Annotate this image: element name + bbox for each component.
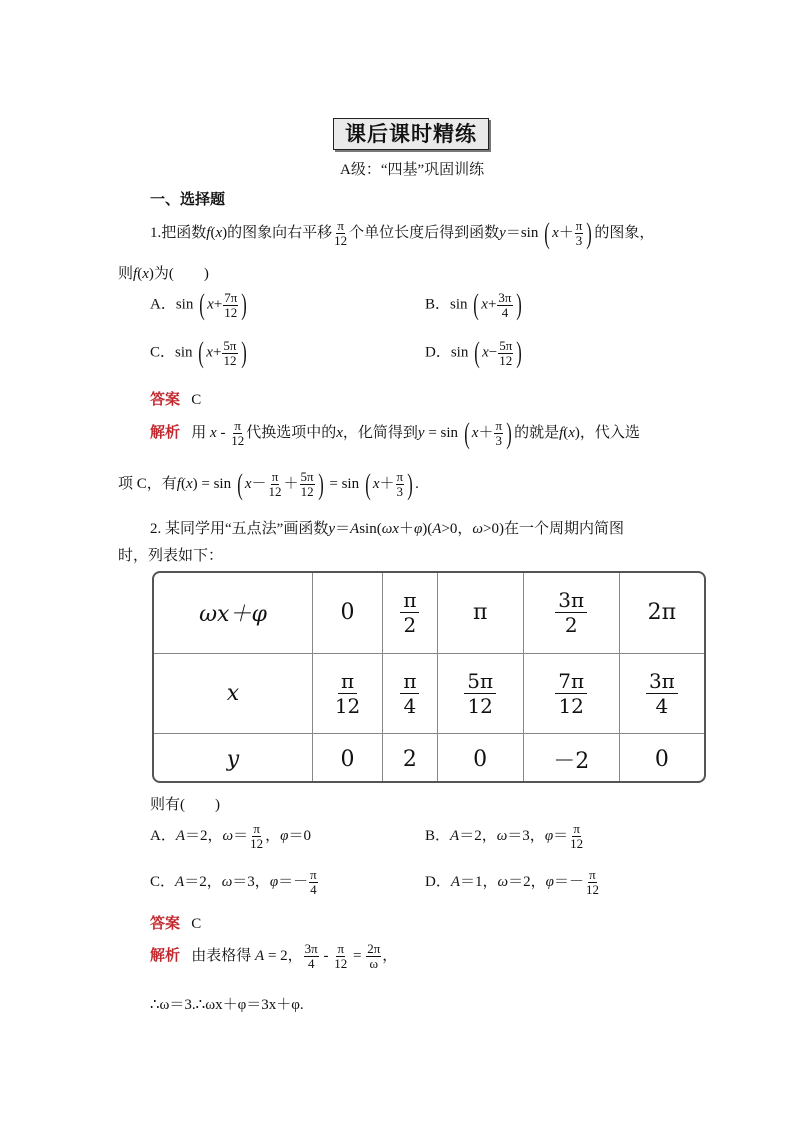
section-heading: 一、选择题 — [150, 192, 226, 208]
table-cell: $\frac{\pi}{2}$ — [383, 573, 438, 653]
table-cell: 0 — [619, 733, 704, 783]
row-header: ωx＋φ — [154, 573, 313, 653]
q1-answer: 答案 C — [150, 392, 202, 408]
table-cell: $\frac{5\pi}{12}$ — [437, 653, 523, 733]
level-subtitle: A级：“四基”巩固训练 — [340, 162, 485, 178]
q1-analysis: 解析 用 x - $\frac{\pi}{12}$ 代换选项中的x，化简得到y = sin ( x＋ $\frac{\pi}{3}$ ) 的就是f(x)，代入选 — [150, 416, 640, 450]
table-cell: $\frac{7\pi}{12}$ — [523, 653, 619, 733]
q2-stem: 2. 某同学用“五点法”画函数y＝Asin(ωx＋φ)(A>0，ω>0)在一个周期内简图 — [150, 521, 624, 537]
q2-answer: 答案 C — [150, 916, 202, 932]
table-cell: 2π — [619, 573, 704, 653]
q2-option-b[interactable]: B．A＝2，ω＝3，φ＝ $\frac{\pi}{12}$ — [425, 821, 584, 851]
row-header: x — [154, 653, 313, 733]
q2-option-d[interactable]: D．A＝1，ω＝2，φ＝－ $\frac{\pi}{12}$ — [425, 867, 599, 897]
row-header: y — [154, 733, 313, 783]
q2-question: 则有( ) — [150, 797, 220, 813]
q1-analysis-line2: 项 C，有f(x) = sin ( x－ $\frac{\pi}{12}$ ＋ $\frac{5\pi}{12}$ ) = sin ( x＋ $\frac{\pi}{3}$ ) . — [118, 467, 419, 501]
q1-option-d[interactable]: D．sin ( x− $\frac{5\pi}{12}$ ) — [425, 336, 523, 369]
q2-analysis: 解析 由表格得 A = 2， $\frac{3\pi}{4}$ - $\frac{\pi}{12}$ = $\frac{2\pi}{\omega}$ ， — [150, 941, 398, 972]
table-cell: $\frac{\pi}{4}$ — [383, 653, 438, 733]
table-cell: 2 — [383, 733, 438, 783]
q2-stem-line2: 时，列表如下： — [118, 548, 224, 564]
q1-option-c[interactable]: C．sin ( x+ $\frac{5\pi}{12}$ ) — [150, 336, 247, 369]
five-point-table — [152, 571, 706, 783]
table-cell: π — [437, 573, 523, 653]
q2-option-c[interactable]: C．A＝2，ω＝3，φ＝－ $\frac{\pi}{4}$ — [150, 867, 317, 897]
table-cell: －2 — [523, 733, 619, 783]
page-title: 课后课时精练 — [333, 118, 489, 150]
q2-final: ∴ω＝3.∴ωx＋φ＝3x＋φ. — [150, 997, 304, 1013]
q1-stem: 1.把函数f(x)的图象向右平移 $\frac{\pi}{12}$ 个单位长度后得到函数y＝sin ( x＋ $\frac{\pi}{3}$ ) 的图象， — [150, 216, 655, 250]
q1-stem-line2: 则f(x)为( ) — [118, 266, 209, 282]
q2-option-a[interactable]: A．A＝2，ω＝ $\frac{\pi}{12}$ ，φ＝0 — [150, 821, 311, 851]
table-cell: 0 — [313, 573, 383, 653]
table-cell: $\frac{3\pi}{4}$ — [619, 653, 704, 733]
q1-option-a[interactable]: A．sin ( x+ $\frac{7\pi}{12}$ ) — [150, 288, 248, 321]
table-cell: $\frac{\pi}{12}$ — [313, 653, 383, 733]
table-cell: 0 — [437, 733, 523, 783]
q1-option-b[interactable]: B．sin ( x+ $\frac{3\pi}{4}$ ) — [425, 288, 522, 321]
table-cell: 0 — [313, 733, 383, 783]
table-cell: $\frac{3\pi}{2}$ — [523, 573, 619, 653]
